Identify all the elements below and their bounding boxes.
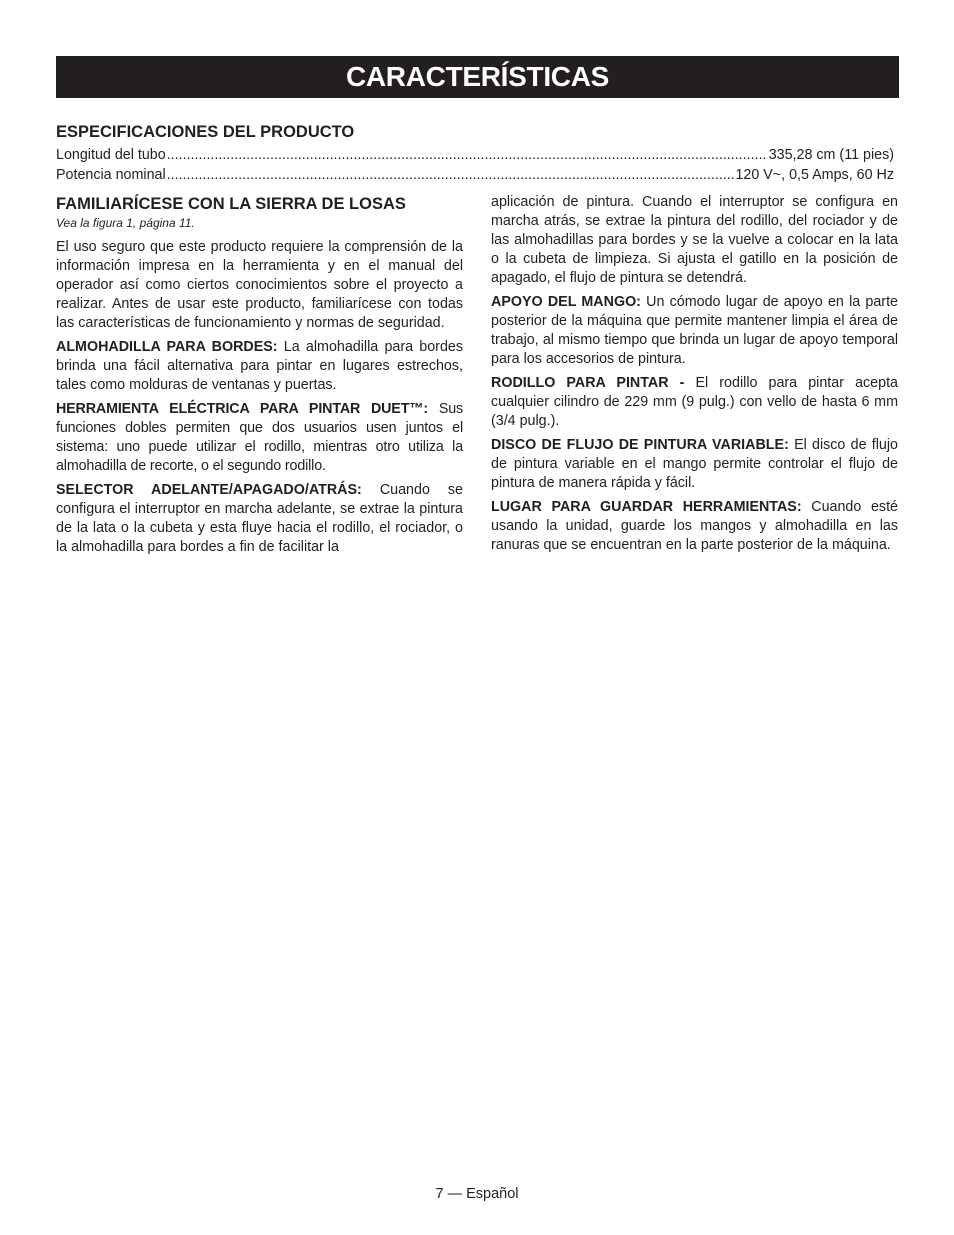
term-description: El disco de flujo de pintura variable en el mango permite controlar el flujo de pintura de manera rápida y fácil.	[491, 437, 898, 491]
familiarize-heading: FAMILIARÍCESE CON LA SIERRA DE LOSAS	[56, 195, 406, 213]
page-footer: 7 — Español	[435, 1186, 519, 1202]
spec-label: Potencia nominal	[56, 167, 166, 183]
spec-label: Longitud del tubo	[56, 147, 166, 163]
intro-paragraph: El uso seguro que este producto requiere la comprensión de la información impresa en la herramienta y en el manual del operador así como ciertos conocimientos sobre el proyecto a realizar. Antes de usar este producto, familiarícese con todas las características de funcionamiento y normas de seguridad.	[56, 239, 463, 331]
term-description: Un cómodo lugar de apoyo en la parte posterior de la máquina que permite mantener limpia el área de trabajo, al mismo tiempo que brinda un lugar de apoyo temporal para los accesorios de pintura.	[491, 294, 898, 367]
flow-disc-paragraph	[491, 436, 898, 493]
spec-row-power-rating	[56, 166, 894, 185]
storage-paragraph	[491, 498, 898, 555]
term-description: Sus funciones dobles permiten que dos usuarios usen juntos el sistema: uno puede utilizar el rodillo, mientras otro utiliza la almohadilla de recorte, o el segundo rodillo.	[56, 401, 463, 474]
duet-tool-paragraph	[56, 400, 463, 476]
spec-row-tube-length	[56, 146, 894, 165]
dot-leader	[167, 166, 735, 185]
roller-paragraph	[491, 374, 898, 431]
term-description: El rodillo para pintar acepta cualquier cilindro de 229 mm (9 pulg.) con vello de hasta 6 mm (3/4 pulg.).	[491, 375, 898, 429]
section-banner-title: CARACTERÍSTICAS	[56, 56, 899, 98]
selector-paragraph-continued: aplicación de pintura. Cuando el interruptor se configura en marcha atrás, se extrae la pintura del rodillo, del rociador y de las almohadillas para bordes y se la vuelve a colocar en la lata o la cubeta de limpieza. Si ajusta el gatillo en la posición de apagado, el flujo de pintura se detendrá.	[491, 194, 898, 286]
term-label: DISCO DE FLUJO DE PINTURA VARIABLE:	[491, 437, 789, 453]
term-description: Cuando esté usando la unidad, guarde los mangos y almohadilla en las ranuras que se encuentran en la parte posterior de la máquina.	[491, 499, 898, 553]
term-label: ALMOHADILLA PARA BORDES:	[56, 339, 278, 355]
figure-reference: Vea la figura 1, página 11.	[56, 216, 195, 230]
term-description: La almohadilla para bordes brinda una fácil alternativa para pintar en lugares estrechos, tales como molduras de ventanas y puertas.	[56, 339, 463, 393]
spec-value: 120 V~, 0,5 Amps, 60 Hz	[735, 167, 894, 183]
selector-paragraph	[56, 481, 463, 557]
term-description: Cuando se configura el interruptor en marcha adelante, se extrae la pintura de la lata o la cubeta y esta fluye hacia el rodillo, el rociador, o la almohadilla para bordes a fin de facilitar la	[56, 482, 463, 555]
spec-value: 335,28 cm (11 pies)	[768, 147, 894, 163]
left-column	[56, 194, 463, 562]
right-column	[491, 193, 898, 560]
edge-pad-paragraph	[56, 338, 463, 395]
handle-rest-paragraph	[491, 293, 898, 369]
term-label: LUGAR PARA GUARDAR HERRAMIENTAS:	[491, 499, 802, 515]
term-label: HERRAMIENTA ELÉCTRICA PARA PINTAR DUET™:	[56, 401, 429, 417]
dot-leader	[167, 146, 768, 165]
term-label: SELECTOR ADELANTE/APAGADO/ATRÁS:	[56, 482, 362, 498]
term-label: APOYO DEL MANGO:	[491, 294, 641, 310]
term-label: RODILLO PARA PINTAR -	[491, 375, 685, 391]
specifications-heading: ESPECIFICACIONES DEL PRODUCTO	[56, 123, 355, 141]
